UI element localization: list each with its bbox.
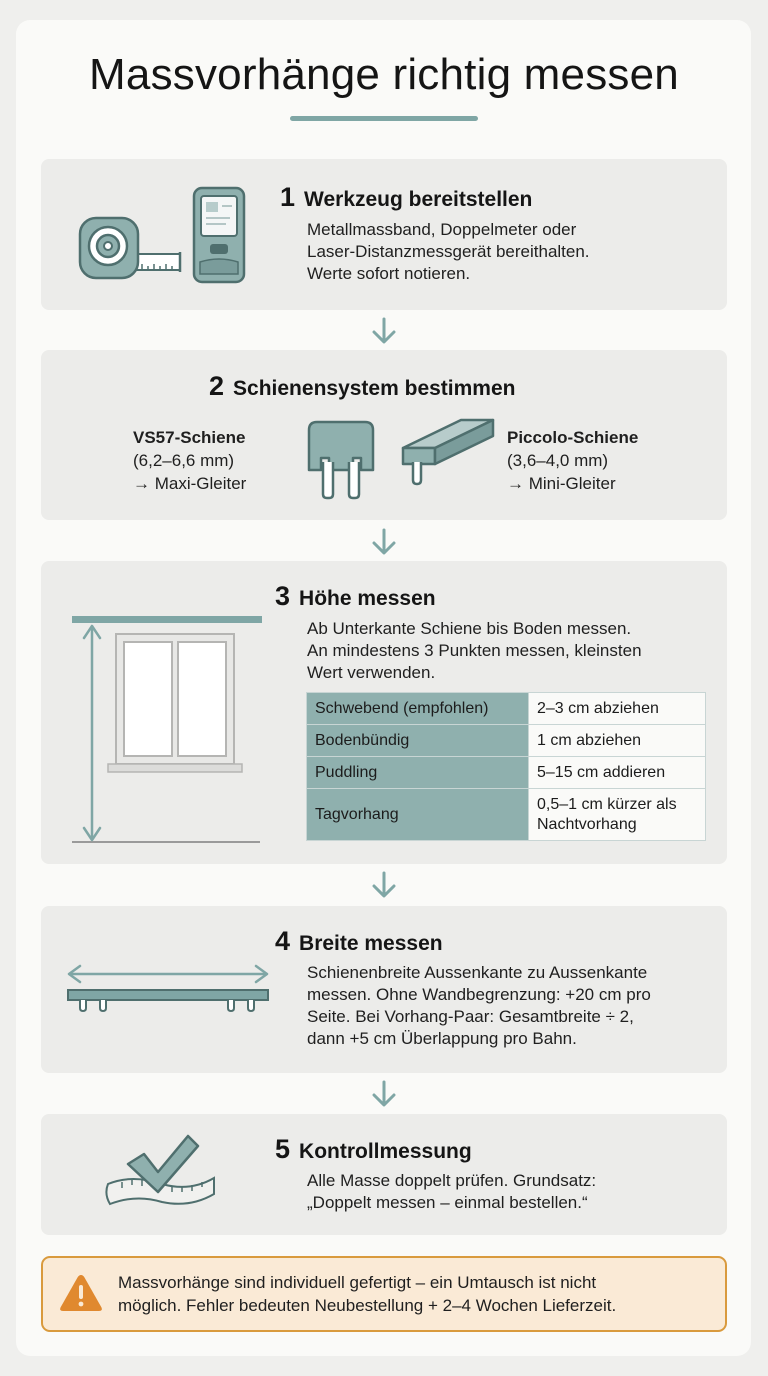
arrow-down-icon: [370, 1080, 398, 1108]
piccolo-rail-profile-icon: [397, 418, 497, 488]
table-cell-label: Tagvorhang: [307, 789, 529, 841]
rail-width-illustration: [64, 962, 272, 1014]
table-cell-label: Schwebend (empfohlen): [307, 693, 529, 725]
table-cell-value: 2–3 cm abziehen: [529, 693, 706, 725]
height-adjustment-table: [306, 692, 706, 841]
piccolo-rail-label: Piccolo-Schiene (3,6–4,0 mm) → Mini-Gleiter: [507, 428, 639, 493]
tape-measure-icon: [76, 214, 184, 282]
step-1-number: 1: [280, 182, 296, 212]
step-1-text: Metallmassband, Doppelmeter oder Laser-Distanzmessgerät bereithalten. Werte sofort notieren.: [307, 220, 590, 283]
table-row: [307, 693, 706, 725]
step-3-number: 3: [275, 581, 291, 611]
step-4-title: Breite messen: [299, 932, 443, 955]
step-3-text: Ab Unterkante Schiene bis Boden messen. An mindestens 3 Punkten messen, kleinsten Wert verwenden.: [307, 619, 642, 682]
warning-triangle-icon: [58, 1272, 104, 1314]
warning-box: [41, 1256, 727, 1332]
arrow-down-icon: [370, 871, 398, 899]
step-3-title: Höhe messen: [299, 587, 436, 610]
step-4-number: 4: [275, 926, 291, 956]
step-1-title: Werkzeug bereitstellen: [304, 188, 533, 211]
title-underline: [290, 116, 478, 121]
arrow-down-icon: [370, 317, 398, 345]
laser-distance-meter-icon: [192, 186, 246, 284]
step-5-heading: [275, 1134, 472, 1165]
step-4-heading: [275, 926, 443, 957]
table-row: [307, 789, 706, 841]
step-5-text: Alle Masse doppelt prüfen. Grundsatz: „Doppelt messen – einmal bestellen.“: [307, 1171, 597, 1212]
table-cell-value: 0,5–1 cm kürzer als Nachtvorhang: [529, 789, 706, 841]
step-1-heading: [280, 182, 532, 213]
vs57-rail-label: VS57-Schiene (6,2–6,6 mm) → Maxi-Gleiter: [133, 428, 247, 493]
step-3-heading: [275, 581, 436, 612]
checkmark-tape-icon: [102, 1130, 220, 1220]
table-cell-value: 5–15 cm addieren: [529, 757, 706, 789]
table-cell-label: Bodenbündig: [307, 725, 529, 757]
step-5-title: Kontrollmessung: [299, 1140, 472, 1163]
arrow-down-icon: [370, 528, 398, 556]
table-row: [307, 725, 706, 757]
table-row: [307, 757, 706, 789]
table-cell-value: 1 cm abziehen: [529, 725, 706, 757]
step-2-number: 2: [209, 371, 225, 401]
step-2-title: Schienensystem bestimmen: [233, 377, 516, 400]
step-5-number: 5: [275, 1134, 291, 1164]
window-height-illustration: [70, 612, 266, 848]
vs57-rail-profile-icon: [303, 418, 379, 500]
step-4-text: Schienenbreite Aussenkante zu Aussenkante messen. Ohne Wandbegrenzung: +20 cm pro Seite. Bei Vorhang-Paar: Gesamtbreite ÷ 2, dann +5 cm Überlappung pro Bahn.: [307, 963, 651, 1048]
page-title: Massvorhänge richtig messen: [89, 50, 679, 99]
table-cell-label: Puddling: [307, 757, 529, 789]
step-2-heading: [209, 371, 515, 402]
warning-text: Massvorhänge sind individuell gefertigt – ein Umtausch ist nicht möglich. Fehler bedeuten Neubestellung + 2–4 Wochen Lieferzeit.: [118, 1273, 617, 1315]
